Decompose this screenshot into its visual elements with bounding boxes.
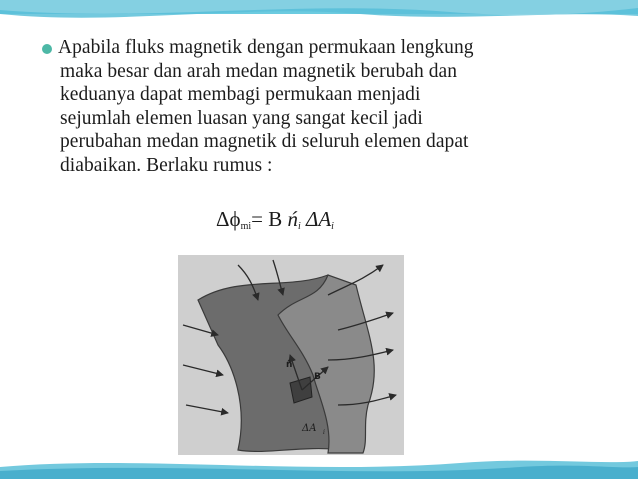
formula-normal-vector: ń	[287, 207, 298, 231]
b-field-label: B	[314, 372, 321, 382]
formula-delta-phi: Δϕ	[216, 207, 241, 231]
area-label-subscript: i	[323, 429, 325, 436]
paragraph-line: perubahan medan magnetik di seluruh elemen dapat	[60, 131, 469, 152]
formula-delta-area: ΔA	[306, 207, 332, 231]
curved-surface-figure	[178, 255, 404, 455]
bullet-icon	[42, 44, 52, 54]
header-wave-decoration	[0, 0, 638, 30]
paragraph-line: Apabila fluks magnetik dengan permukaan lengkung	[58, 37, 474, 58]
paragraph-line: keduanya dapat membagi permukaan menjadi	[60, 84, 421, 105]
paragraph-line: diabaikan. Berlaku rumus :	[60, 154, 273, 176]
formula-phi-subscript: mi	[240, 221, 252, 232]
paragraph-line: maka besar dan arah medan magnetik berubah dan	[60, 60, 458, 82]
formula-equals-b: = B	[251, 207, 283, 231]
formula-normal-subscript: i	[297, 221, 301, 232]
flux-formula	[216, 207, 334, 232]
bullet-paragraph	[42, 36, 602, 177]
area-label: ΔA	[302, 423, 317, 434]
normal-label: n̂	[286, 360, 293, 370]
formula-area-subscript: i	[331, 221, 334, 232]
paragraph-line: sejumlah elemen luasan yang sangat kecil jadi	[60, 107, 423, 129]
paragraph-text	[58, 36, 602, 177]
